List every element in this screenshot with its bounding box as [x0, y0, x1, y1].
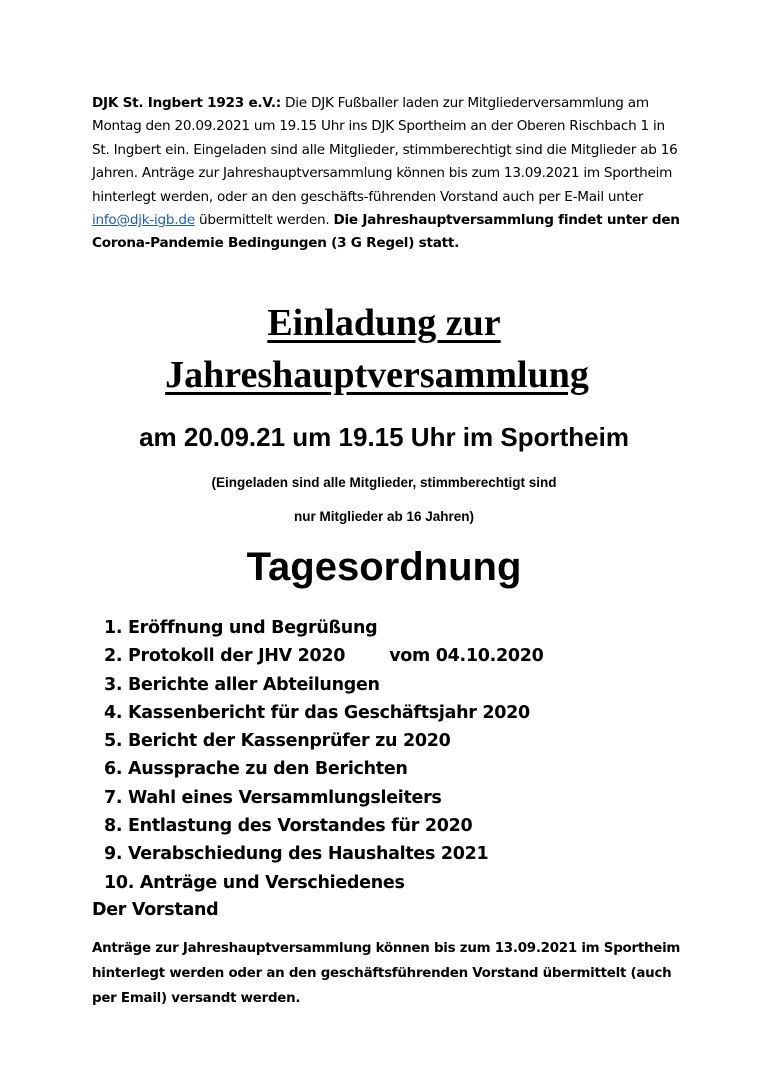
intro-text-2: übermittelt werden. [198, 212, 330, 229]
invitation-title-line2: Jahreshauptversammlung [165, 354, 589, 396]
agenda-item: 9. Verabschiedung des Haushaltes 2021 [104, 844, 489, 865]
agenda-item: 3. Berichte aller Abteilungen [104, 674, 380, 695]
club-name: DJK St. Ingbert 1923 e.V.: [92, 95, 281, 111]
intro-paragraph [92, 92, 682, 256]
agenda-item: 6. Aussprache zu den Berichten [104, 759, 408, 780]
agenda-item: 2. Protokoll der JHV 2020 vom 04.10.2020 [104, 646, 544, 667]
signature: Der Vorstand [92, 900, 219, 920]
eligibility-note-line2: nur Mitglieder ab 16 Jahren) [293, 509, 475, 524]
meeting-date-time: am 20.09.21 um 19.15 Uhr im Sportheim [139, 422, 629, 452]
eligibility-note-line1: (Eingeladen sind alle Mitglieder, stimmberechtigt sind [211, 475, 557, 490]
corona-note: Die Jahreshauptversammlung findet unter den Corona-Pandemie Bedingungen (3 G Regel) statt. [92, 212, 680, 252]
agenda-item: 5. Bericht der Kassenprüfer zu 2020 [104, 731, 451, 752]
agenda-item-date: vom 04.10.2020 [389, 646, 544, 667]
agenda-item: 7. Wahl eines Versammlungsleiters [104, 787, 442, 808]
agenda-item: 1. Eröffnung und Begrüßung [104, 618, 378, 638]
intro-text: Die DJK Fußballer laden zur Mitgliederversammlung am Montag den 20.09.2021 um 19.15 Uhr ins DJK Sportheim an der Oberen Rischbach 1 in St. Ingbert ein. Eingeladen sind alle Mitglieder, stimmberechtigt sind die Mitglieder ab 16 Jahren. Anträge zur Jahreshauptversammlung können bis zum 13.09.2021 im Sportheim hinterlegt werden, oder an den geschäfts-führenden Vorstand auch per E-Mail unter [92, 95, 678, 205]
agenda-item: 4. Kassenbericht für das Geschäftsjahr 2020 [104, 702, 530, 723]
agenda-item: 10. Anträge und Verschiedenes [104, 872, 405, 893]
email-link[interactable]: info@djk-igb.de [92, 212, 195, 229]
agenda-list [104, 614, 543, 897]
footer-note: Anträge zur Jahreshauptversammlung können bis zum 13.09.2021 im Sportheim hinterlegt werden oder an den geschäftsführenden Vorstand übermittelt (auch per Email) versandt werden. [92, 941, 681, 1006]
agenda-item: 8. Entlastung des Vorstandes für 2020 [104, 816, 473, 837]
invitation-title-line1: Einladung zur [267, 302, 501, 344]
agenda-heading: Tagesordnung [246, 545, 522, 589]
